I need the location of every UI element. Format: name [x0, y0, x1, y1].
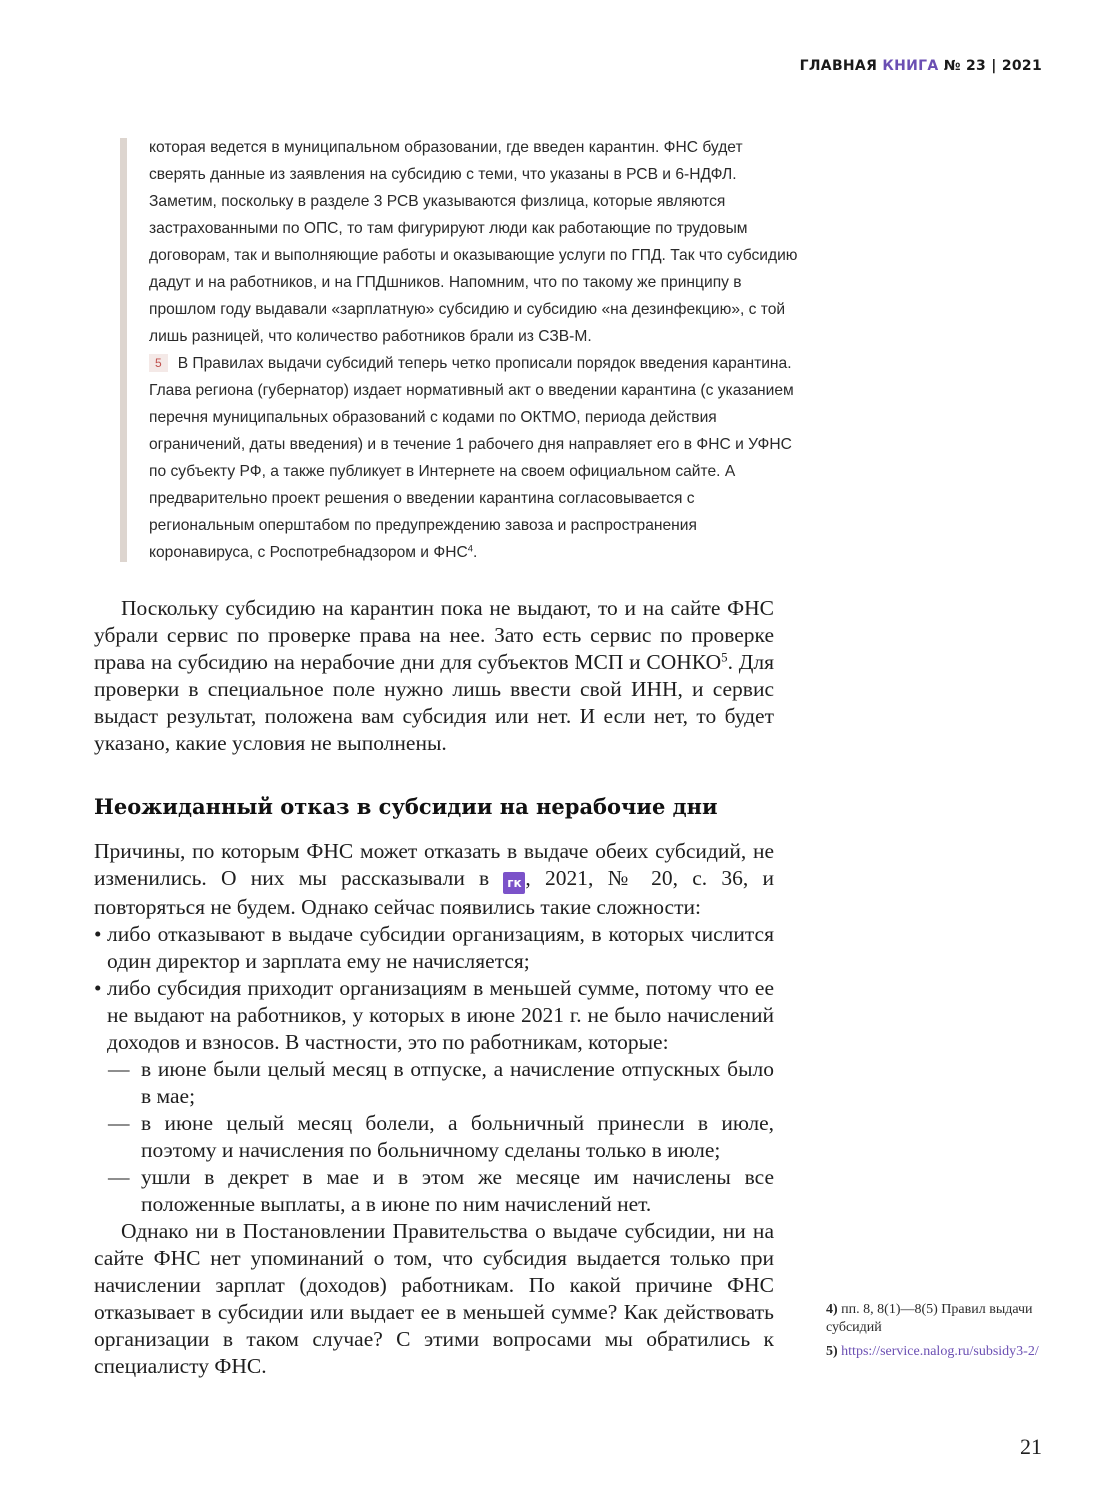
quote-block — [149, 134, 799, 566]
bullet-icon: • — [94, 922, 102, 946]
brand-name-part1: ГЛАВНАЯ — [799, 58, 878, 74]
body-section-2 — [94, 838, 774, 1380]
page-number: 21 — [1020, 1434, 1042, 1459]
section-heading: Неожиданный отказ в субсидии на нерабочие дни — [94, 794, 718, 819]
bullet-item: • либо отказывают в выдаче субсидии организациям, в которых числится один директор и зарплата ему не начисляется; — [94, 922, 774, 973]
dash-icon: — — [108, 1111, 130, 1135]
footnote-ref[interactable]: 5 — [721, 650, 728, 665]
closing-paragraph: Однако ни в Постановлении Правительства о выдаче субсидии, ни на сайте ФНС нет упоминаний о том, что субсидия выдается только при начислении зарплат (доходов) работникам. По какой причине ФНС отказывает в субсидии или выдает ее в меньшей сумме? Как действовать организации в таком случае? С этими вопросами мы обратились к специалисту ФНС. — [94, 1219, 774, 1378]
note-number-badge: 5 — [149, 354, 168, 372]
dash-item: — ушли в декрет в мае и в этом же месяце им начислены все положенные выплаты, а в июне по ним начислений нет. — [108, 1165, 774, 1216]
dash-icon: — — [108, 1057, 130, 1081]
dash-icon: — — [108, 1165, 130, 1189]
quote-bar — [120, 138, 127, 562]
footnote-4: 4) пп. 8, 8(1)—8(5) Правил выдачи субсидий — [826, 1302, 1033, 1335]
bullet-item: • либо субсидия приходит организациям в меньшей сумме, потому что ее не выдают на работников, у которых в июне 2021 г. не было начислений доходов и взносов. В частности, это по работникам, которые: — [94, 976, 774, 1054]
dash-item: — в июне целый месяц болели, а больничный принесли в июле, поэтому и начисления по больничному сделаны только в июле; — [108, 1111, 774, 1162]
running-header — [800, 58, 1042, 74]
footnote-5: 5) https://service.nalog.ru/subsidy3-2/ — [826, 1344, 1039, 1359]
footnote-link[interactable]: https://service.nalog.ru/subsidy3-2/ — [841, 1344, 1039, 1359]
body-section-1 — [94, 595, 774, 757]
brand-name-part2: КНИГА — [882, 58, 939, 74]
intro-paragraph: Причины, по которым ФНС может отказать в выдаче обеих субсидий, не изменились. О них мы рассказывали в гк , 2021, № 20, с. 36, и повторяться не будем. Однако сейчас появились такие сложности: — [94, 839, 774, 919]
quote-paragraph-1: которая ведется в муниципальном образовании, где введен карантин. ФНС будет сверять данные из заявления на субсидию с теми, что указаны в РСВ и 6-НДФЛ. Заметим, поскольку в разделе 3 РСВ указываются физлица, которые являются застрахованными по ОПС, то там фигурируют люди как работающие по трудовым договорам, так и выполняющие работы и оказывающие услуги по ГПД. Так что субсидию дадут и на работников, и на ГПДшников. Напомним, что по такому же принципу в прошлом году выдавали «зарплатную» субсидию и субсидию «на дезинфекцию», с той лишь разницей, что количество работников брали из СЗВ-М. — [149, 139, 798, 345]
footnote-ref[interactable]: 4 — [467, 543, 473, 554]
quote-paragraph-2: 5 В Правилах выдачи субсидий теперь четко прописали порядок введения карантина. Глава региона (губернатор) издает нормативный акт о введении карантина (с указанием перечня муниципальных образований с кодами по ОКТМО, периода действия ограничений, даты введения) и в течение 1 рабочего дня направляет его в ФНС и УФНС по субъекту РФ, а также публикует в Интернете на своем официальном сайте. А предварительно проект решения о введении карантина согласовывается с региональным оперштабом по предупреждению завоза и распространения коронавируса, с Роспотребнадзором и ФНС$^4$. — [149, 355, 794, 561]
bullet-icon: • — [94, 976, 102, 1000]
footnotes — [826, 1301, 1046, 1367]
paragraph: Поскольку субсидию на карантин пока не выдают, то и на сайте ФНС убрали сервис по проверке права на нее. Зато есть сервис по проверке права на субсидию на нерабочие дни для субъектов МСП и СОНКО$^5$. Для проверки в специальное поле нужно лишь ввести свой ИНН, и сервис выдаст результат, положена вам субсидия или нет. И если нет, то будет указано, какие условия не выполнены. — [94, 596, 774, 755]
issue-info: № 23 | 2021 — [943, 58, 1042, 74]
gk-logo-icon[interactable]: гк — [503, 872, 525, 894]
dash-item: — в июне были целый месяц в отпуске, а начисление отпускных было в мае; — [108, 1057, 774, 1108]
